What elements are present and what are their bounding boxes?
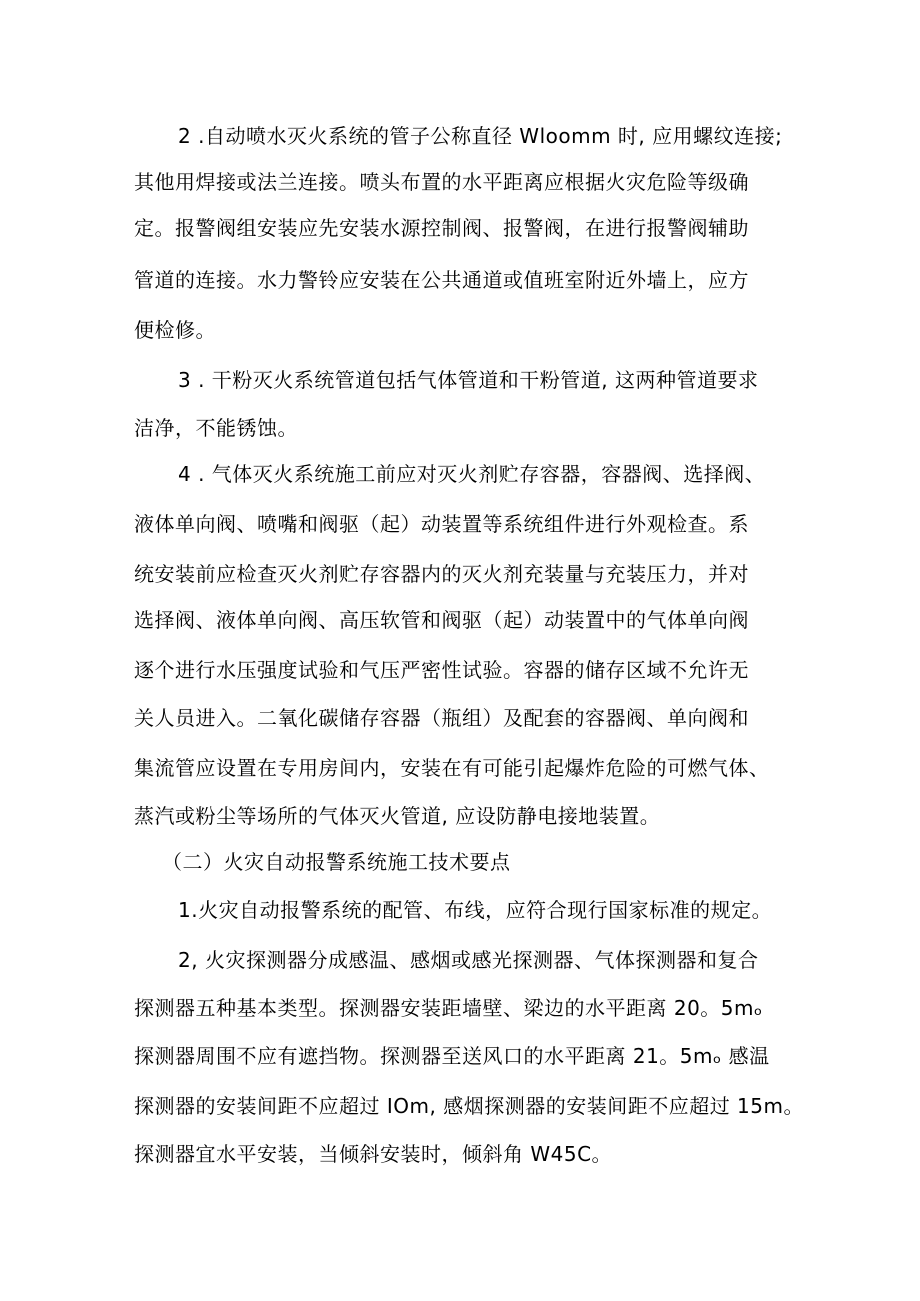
- paragraph-4-line-8: 蒸汽或粉尘等场所的气体灭火管道, 应设防静电接地装置。: [134, 804, 661, 828]
- item-1-line-1: 1.火灾自动报警系统的配管、布线，应符合现行国家标准的规定。: [178, 898, 773, 922]
- item-2-line-3: 探测器周围不应有遮挡物。探测器至送风口的水平距离 21。5mₒ 感温: [134, 1044, 770, 1068]
- section-heading: （二）火灾自动报警系统施工技术要点: [162, 850, 511, 874]
- paragraph-4-line-7: 集流管应设置在专用房间内，安装在有可能引起爆炸危险的可燃气体、: [134, 756, 770, 780]
- paragraph-4-line-2: 液体单向阀、喷嘴和阀驱（起）动装置等系统组件进行外观检查。系: [134, 512, 749, 536]
- paragraph-2-line-5: 便检修。: [134, 318, 216, 342]
- item-2-line-4: 探测器的安装间距不应超过 IOm, 感烟探测器的安装间距不应超过 15m。: [134, 1094, 804, 1118]
- item-2-line-5: 探测器宜水平安装，当倾斜安装时，倾斜角 W45C。: [134, 1142, 613, 1166]
- paragraph-2-line-3: 定。报警阀组安装应先安装水源控制阀、报警阀，在进行报警阀辅助: [134, 216, 749, 240]
- paragraph-2-line-4: 管道的连接。水力警铃应安装在公共通道或值班室附近外墙上，应方: [134, 268, 749, 292]
- paragraph-2-line-1: 2 .自动喷水灭火系统的管子公称直径 Wloomm 时, 应用螺纹连接;: [178, 124, 783, 148]
- paragraph-4-line-6: 关人员进入。二氧化碳储存容器（瓶组）及配套的容器阀、单向阀和: [134, 706, 749, 730]
- item-2-line-2: 探测器五种基本类型。探测器安装距墙壁、梁边的水平距离 20。5mₒ: [134, 996, 763, 1020]
- paragraph-4-line-1: 4 . 气体灭火系统施工前应对灭火剂贮存容器，容器阀、选择阀、: [178, 462, 766, 486]
- paragraph-4-line-3: 统安装前应检查灭火剂贮存容器内的灭火剂充装量与充装压力，并对: [134, 562, 749, 586]
- item-2-line-1: 2, 火灾探测器分成感温、感烟或感光探测器、气体探测器和复合: [178, 948, 759, 972]
- paragraph-2-line-2: 其他用焊接或法兰连接。喷头布置的水平距离应根据火灾危险等级确: [134, 170, 749, 194]
- paragraph-4-line-4: 选择阀、液体单向阀、高压软管和阀驱（起）动装置中的气体单向阀: [134, 608, 749, 632]
- paragraph-3-line-2: 洁净，不能锈蚀。: [134, 416, 298, 440]
- paragraph-3-line-1: 3 . 干粉灭火系统管道包括气体管道和干粉管道, 这两种管道要求: [178, 368, 759, 392]
- paragraph-4-line-5: 逐个进行水压强度试验和气压严密性试验。容器的储存区域不允许无: [134, 658, 749, 682]
